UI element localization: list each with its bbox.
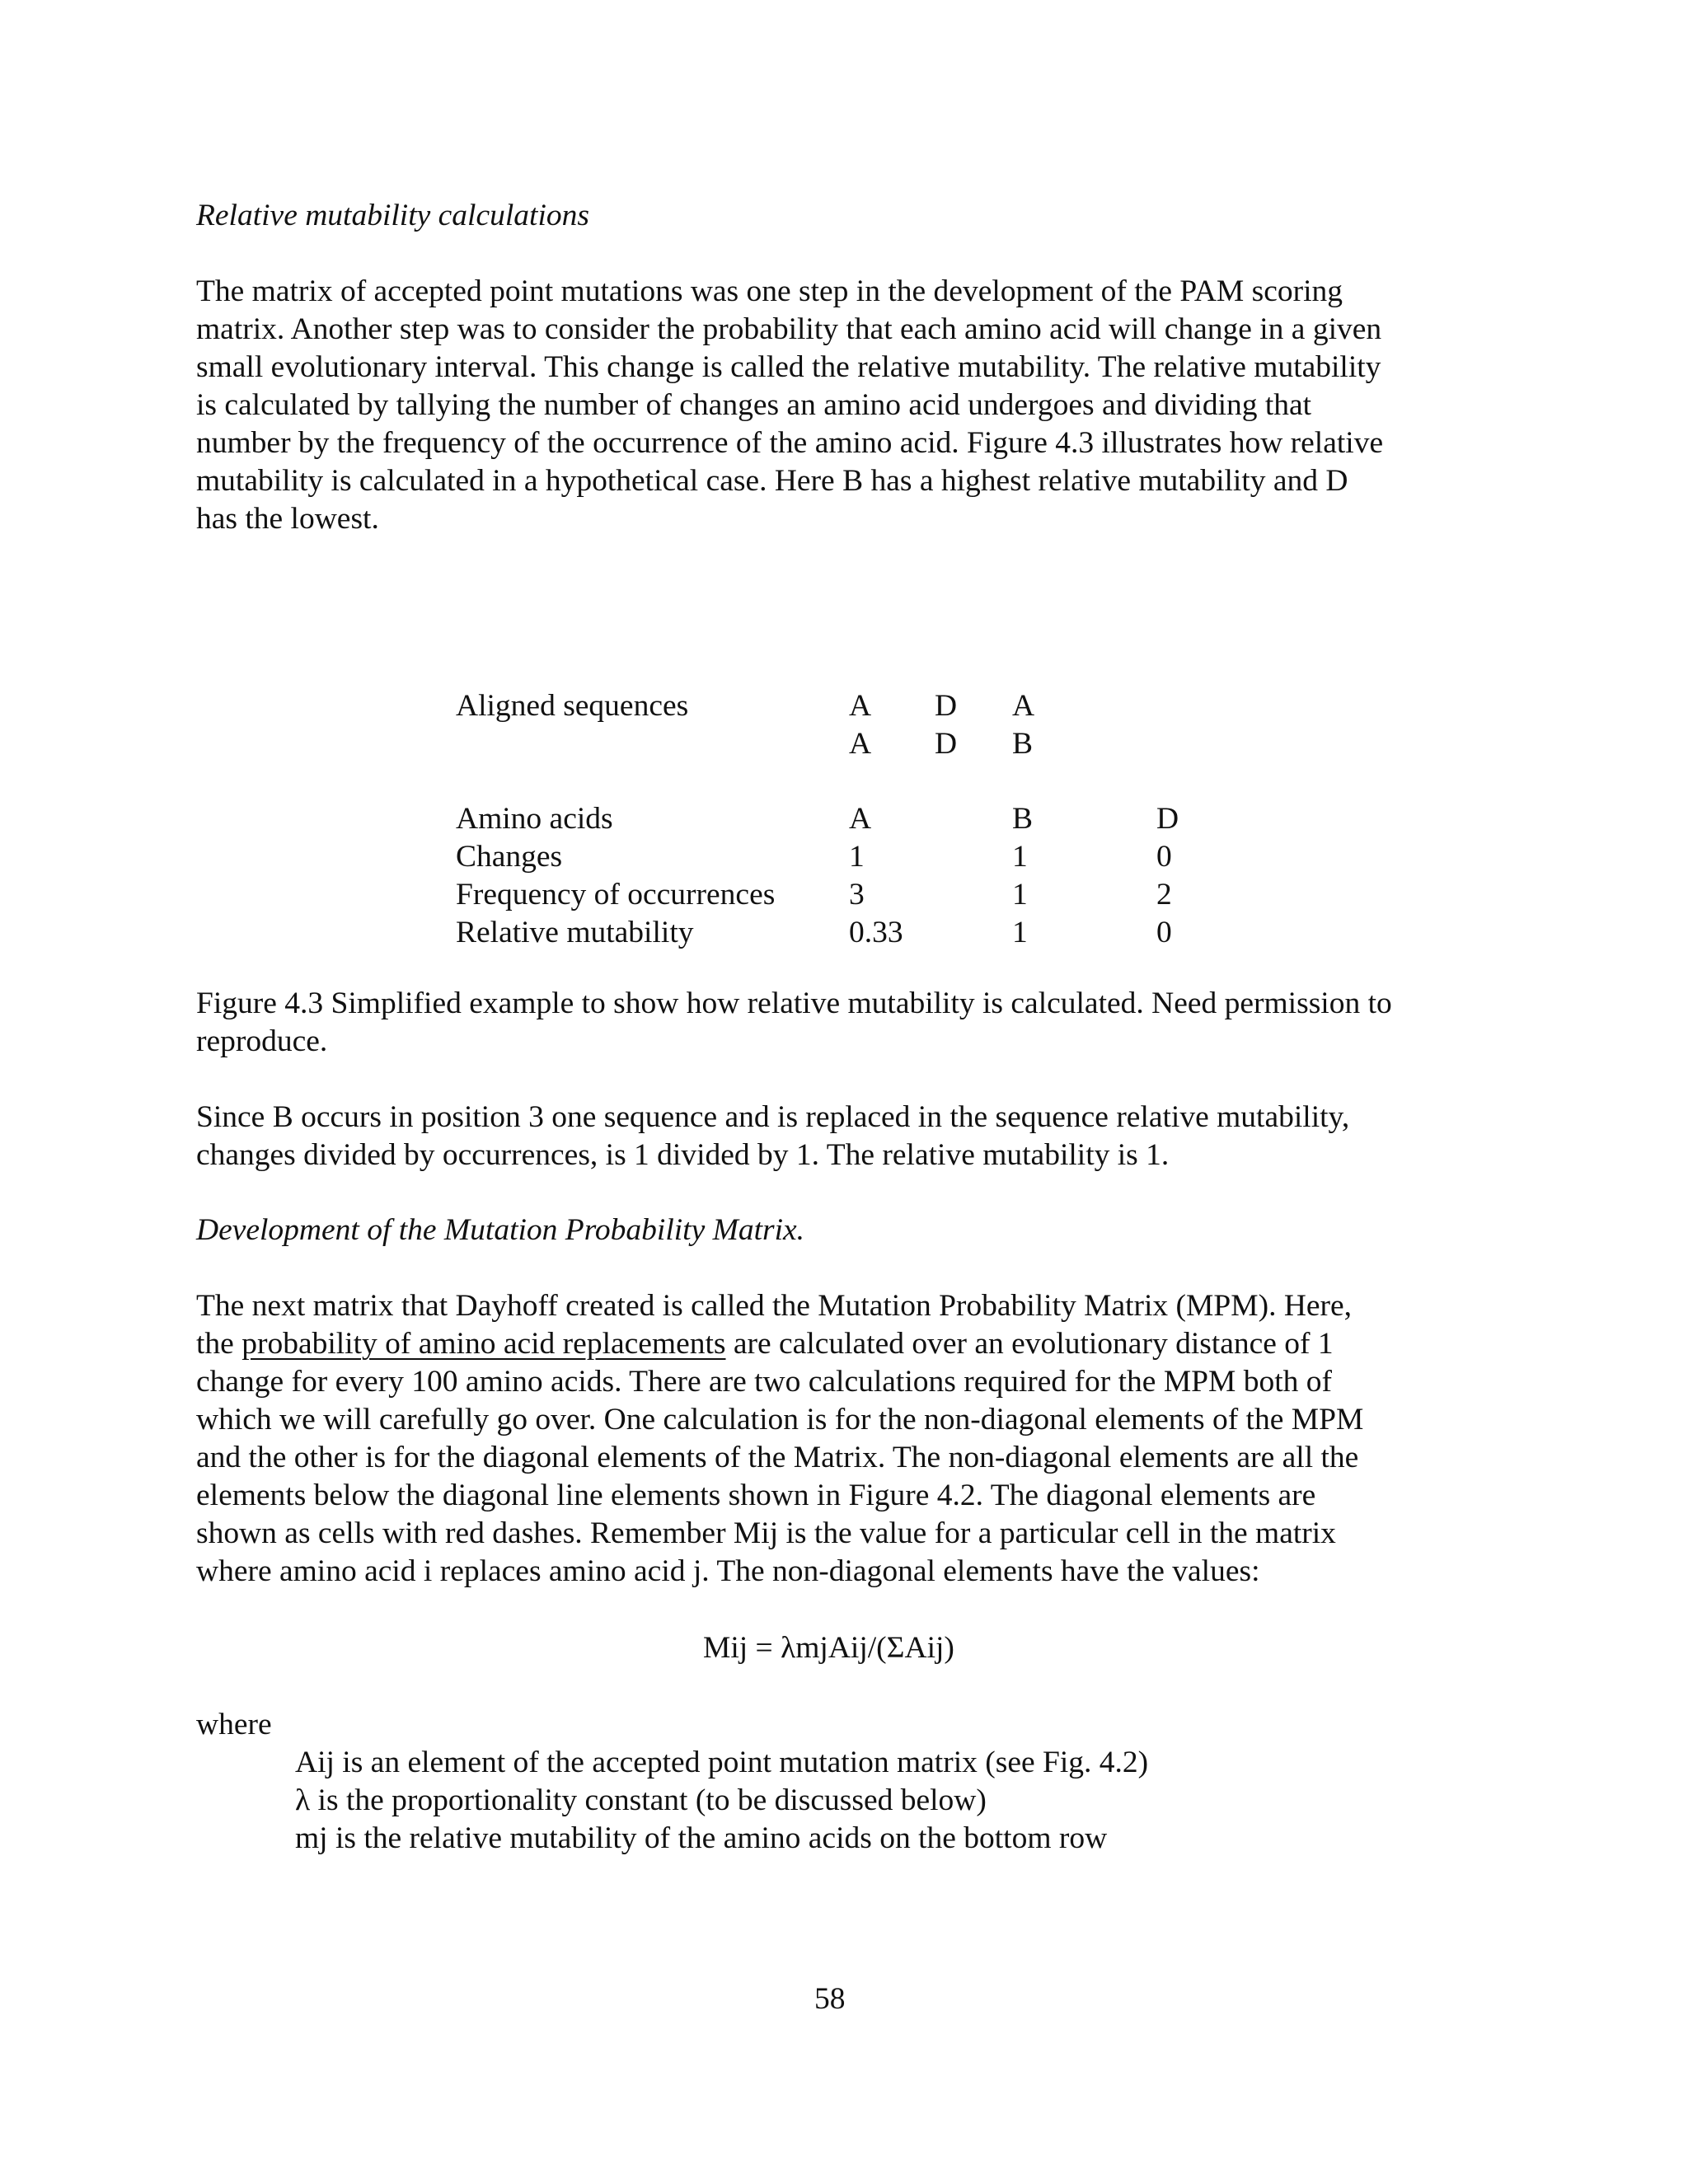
paragraph-line: matrix. Another step was to consider the probability that each amino acid will change in a given [196, 312, 1382, 346]
aligned-sequences-label: Aligned sequences [456, 689, 689, 723]
formula: Mij = λmjAij/(ΣAij) [703, 1631, 954, 1665]
underlined-phrase: probability of amino acid replacements [241, 1327, 726, 1361]
paragraph-line: mutability is calculated in a hypothetical case. Here B has a highest relative mutability and D [196, 464, 1348, 498]
table-cell: 1 [1012, 840, 1028, 874]
sequence-2-residue: A [849, 727, 872, 761]
definition-item: Aij is an element of the accepted point mutation matrix (see Fig. 4.2) [295, 1746, 1149, 1779]
paragraph-line [196, 1325, 1334, 1363]
row-label-amino-acids: Amino acids [456, 802, 613, 836]
sequence-2-residue: B [1012, 727, 1034, 761]
table-cell: 0.33 [849, 916, 903, 949]
table-cell: 1 [849, 840, 865, 874]
paragraph-line: and the other is for the diagonal elements of the Matrix. The non-diagonal elements are all the [196, 1441, 1359, 1474]
page-number: 58 [814, 1982, 846, 2016]
sequence-1-residue: A [1012, 689, 1035, 723]
table-cell: B [1012, 802, 1034, 836]
paragraph-line: where amino acid i replaces amino acid j. The non-diagonal elements have the values: [196, 1554, 1260, 1588]
row-label-changes: Changes [456, 840, 563, 874]
section-heading-mpm: Development of the Mutation Probability Matrix. [196, 1213, 805, 1247]
text-run: are calculated over an evolutionary distance of 1 [725, 1327, 1334, 1361]
paragraph-line: which we will carefully go over. One calculation is for the non-diagonal elements of the MPM [196, 1403, 1364, 1436]
table-cell: 1 [1012, 916, 1028, 949]
figure-caption: reproduce. [196, 1024, 328, 1058]
table-cell: 3 [849, 878, 865, 912]
paragraph-line: The matrix of accepted point mutations was one step in the development of the PAM scoring [196, 274, 1343, 308]
figure-caption: Figure 4.3 Simplified example to show how relative mutability is calculated. Need permission to [196, 987, 1392, 1020]
table-cell: 0 [1156, 916, 1172, 949]
row-label-frequency: Frequency of occurrences [456, 878, 776, 912]
paragraph-line: number by the frequency of the occurrence of the amino acid. Figure 4.3 illustrates how relative [196, 426, 1384, 460]
text-run: the [196, 1327, 242, 1361]
where-label: where [196, 1708, 272, 1741]
paragraph-line: shown as cells with red dashes. Remember Mij is the value for a particular cell in the matrix [196, 1516, 1336, 1550]
sequence-1-residue: A [849, 689, 872, 723]
paragraph-line: change for every 100 amino acids. There are two calculations required for the MPM both of [196, 1365, 1333, 1399]
paragraph-line: Since B occurs in position 3 one sequence and is replaced in the sequence relative mutability, [196, 1100, 1350, 1134]
table-cell: 2 [1156, 878, 1172, 912]
sequence-2-residue: D [935, 727, 958, 761]
table-cell: 1 [1012, 878, 1028, 912]
paragraph-line: small evolutionary interval. This change is called the relative mutability. The relative mutability [196, 350, 1381, 384]
table-cell: A [849, 802, 872, 836]
paragraph-line: is calculated by tallying the number of changes an amino acid undergoes and dividing that [196, 388, 1312, 422]
definition-item: λ is the proportionality constant (to be discussed below) [295, 1783, 987, 1817]
table-cell: 0 [1156, 840, 1172, 874]
row-label-relative-mutability: Relative mutability [456, 916, 694, 949]
paragraph-line: has the lowest. [196, 502, 379, 536]
paragraph-line: The next matrix that Dayhoff created is called the Mutation Probability Matrix (MPM). Here, [196, 1289, 1353, 1323]
paragraph-line: changes divided by occurrences, is 1 divided by 1. The relative mutability is 1. [196, 1138, 1170, 1172]
table-cell: D [1156, 802, 1179, 836]
sequence-1-residue: D [935, 689, 958, 723]
section-heading-relative-mutability: Relative mutability calculations [196, 199, 589, 232]
definition-item: mj is the relative mutability of the amino acids on the bottom row [295, 1821, 1108, 1855]
paragraph-line: elements below the diagonal line elements shown in Figure 4.2. The diagonal elements are [196, 1479, 1316, 1512]
